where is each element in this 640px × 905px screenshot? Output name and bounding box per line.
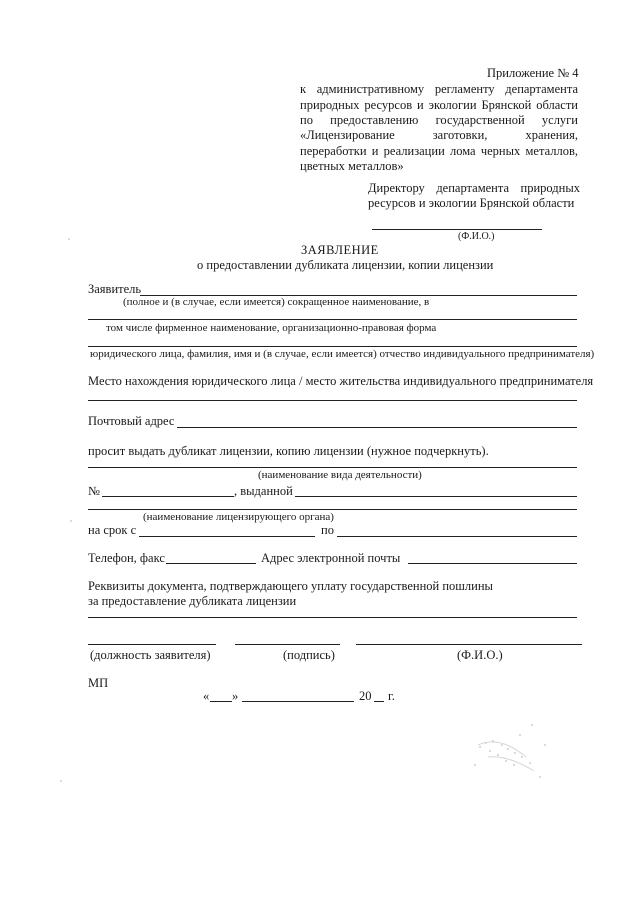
applicant-field-line-2[interactable] — [88, 319, 577, 320]
postal-label: Почтовый адрес — [88, 414, 175, 428]
addressee-fio-line — [372, 229, 542, 230]
applicant-hint-3: юридического лица, фамилия, имя и (в случае, если имеется) отчество индивидуального предпринимателя) — [90, 348, 595, 360]
date-day-line[interactable] — [210, 701, 232, 702]
appendix-line-4: «Лицензирование заготовки, хранения, — [300, 128, 578, 142]
authority-field-line[interactable] — [88, 509, 577, 510]
applicant-label: Заявитель — [88, 282, 142, 296]
issued-label: , выданной — [234, 484, 293, 498]
term-from-field-line[interactable] — [139, 536, 315, 537]
appendix-line-6: цветных металлов» — [300, 159, 404, 173]
term-to-label: по — [321, 523, 334, 537]
appendix-line-2: природных ресурсов и экологии Брянской области — [300, 98, 578, 112]
faint-stamp-icon — [460, 705, 560, 795]
position-line[interactable] — [88, 644, 216, 645]
addressee-fio-caption: (Ф.И.О.) — [458, 231, 495, 242]
requisites-field-line[interactable] — [88, 617, 577, 618]
term-label: на срок с — [88, 523, 137, 537]
position-caption: (должность заявителя) — [90, 648, 211, 662]
addressee-line-2: ресурсов и экологии Брянской области — [368, 196, 575, 210]
activity-caption: (наименование вида деятельности) — [258, 469, 422, 481]
fio-caption: (Ф.И.О.) — [457, 648, 503, 662]
date-year-prefix: 20 — [359, 689, 372, 703]
request-text: просит выдать дубликат лицензии, копию лицензии (нужное подчеркнуть). — [88, 444, 489, 458]
fio-line[interactable] — [356, 644, 582, 645]
scan-speck — [68, 238, 70, 240]
location-label: Место нахождения юридического лица / место жительства индивидуального предпринимателя — [88, 374, 594, 388]
issued-field-line[interactable] — [295, 496, 577, 497]
number-field-line[interactable] — [102, 496, 234, 497]
form-subtitle: о предоставлении дубликата лицензии, копии лицензии — [197, 258, 494, 272]
appendix-line-3: по предоставлению государственной услуги — [300, 113, 578, 127]
stamp-place-label: МП — [88, 676, 109, 690]
requisites-line-1: Реквизиты документа, подтверждающего уплату государственной пошлины — [88, 579, 493, 593]
date-year-line[interactable] — [374, 701, 384, 702]
applicant-field-line-3[interactable] — [88, 346, 577, 347]
term-to-field-line[interactable] — [337, 536, 577, 537]
date-year-suffix: г. — [388, 689, 395, 703]
date-quote-close: » — [232, 689, 239, 703]
requisites-line-2: за предоставление дубликата лицензии — [88, 594, 297, 608]
signature-line[interactable] — [235, 644, 340, 645]
date-quote-open: « — [203, 689, 210, 703]
scan-speck — [60, 780, 62, 782]
phone-label: Телефон, факс — [88, 551, 165, 565]
authority-caption: (наименование лицензирующего органа) — [143, 511, 334, 523]
signature-caption: (подпись) — [283, 648, 335, 662]
number-label: № — [88, 484, 100, 498]
appendix-line-5: переработки и реализации лома черных металлов, — [300, 144, 578, 158]
email-field-line[interactable] — [408, 563, 577, 564]
email-label: Адрес электронной почты — [261, 551, 401, 565]
location-field-line[interactable] — [88, 400, 577, 401]
activity-field-line[interactable] — [88, 467, 577, 468]
form-title: ЗАЯВЛЕНИЕ — [301, 243, 379, 257]
addressee-line-1: Директору департамента природных — [368, 181, 580, 195]
postal-field-line[interactable] — [177, 427, 577, 428]
applicant-hint-2: том числе фирменное наименование, организационно-правовая форма — [106, 322, 437, 334]
phone-field-line[interactable] — [166, 563, 256, 564]
scan-speck — [70, 520, 72, 522]
appendix-title: Приложение № 4 — [487, 66, 579, 80]
appendix-line-1: к административному регламенту департамента — [300, 82, 578, 96]
applicant-hint-1: (полное и (в случае, если имеется) сокращенное наименование, в — [123, 296, 430, 308]
date-month-line[interactable] — [242, 701, 354, 702]
